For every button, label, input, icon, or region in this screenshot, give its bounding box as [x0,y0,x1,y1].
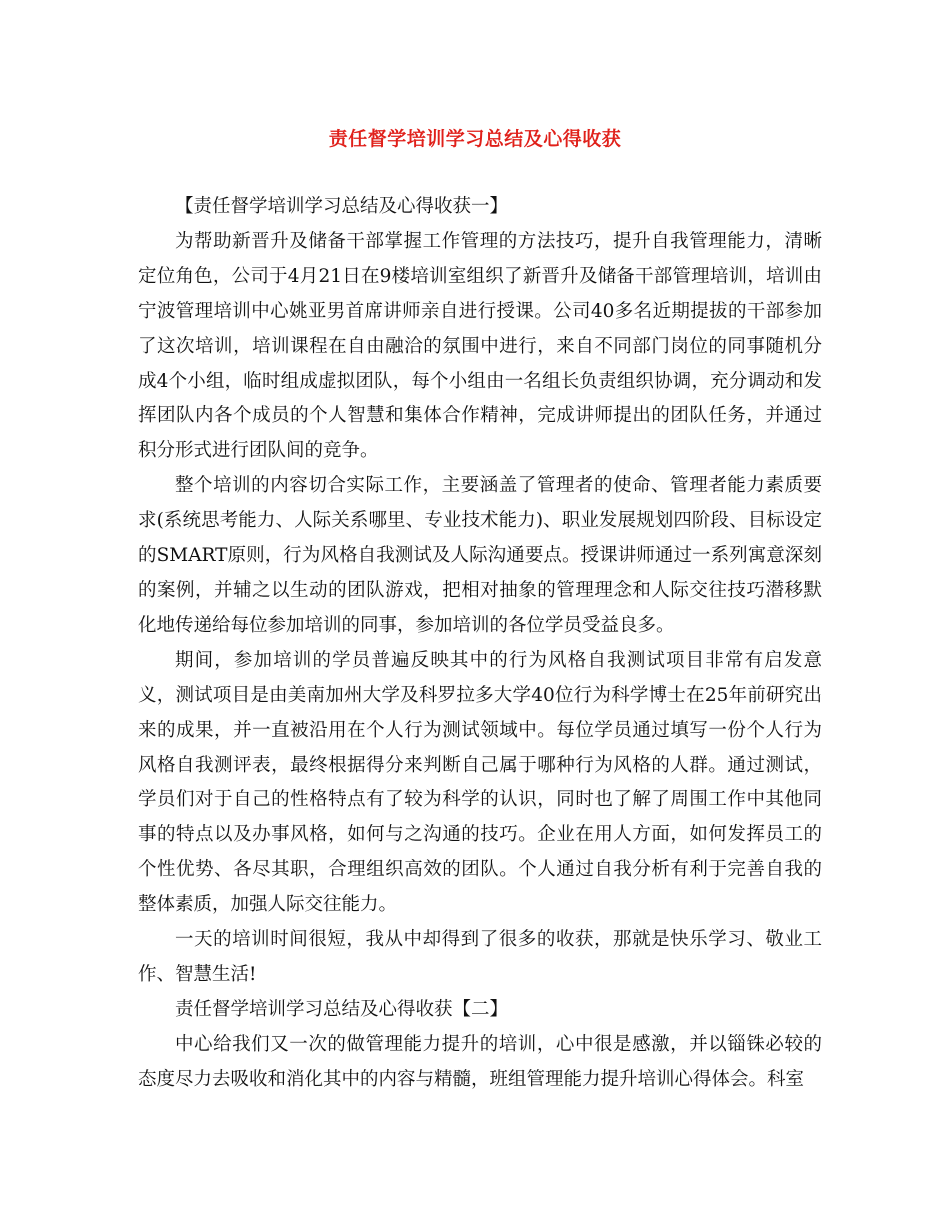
section-heading-2: 责任督学培训学习总结及心得收获【二】 [175,998,509,1020]
paragraph-4: 一天的培训时间很短，我从中却得到了很多的收获，那就是快乐学习、敬业工作、智慧生活! [138,929,822,985]
paragraph-5: 中心给我们又一次的做管理能力提升的培训，心中很是感激，并以锱铢必较的态度尽力去吸收和消化其中的内容与精髓，班组管理能力提升培训心得体会。科室 [138,1033,822,1090]
document-title: 责任督学培训学习总结及心得收获 [328,128,622,150]
section-heading-1: 【责任督学培训学习总结及心得收获一】 [175,196,509,217]
document-body [138,190,822,1098]
paragraph-3: 期间，参加培训的学员普遍反映其中的行为风格自我测试项目非常有启发意义，测试项目是由美南加州大学及科罗拉多大学40位行为科学博士在25年前研究出来的成果，并一直被沿用在个人行为测试领域中。每位学员通过填写一份个人行为风格自我测评表，最终根据得分来判断自己属于哪种行为风格的人群。通过测试，学员们对于自己的性格特点有了较为科学的认识，同时也了解了周围工作中其他同事的特点以及办事风格，如何与之沟通的技巧。企业在用人方面，如何发挥员工的个性优势、各尽其职，合理组织高效的团队。个人通过自我分析有利于完善自我的整体素质，加强人际交往能力。 [138,649,822,916]
paragraph-1: 为帮助新晋升及储备干部掌握工作管理的方法技巧，提升自我管理能力，清晰定位角色，公司于4月21日在9楼培训室组织了新晋升及储备干部管理培训，培训由宁波管理培训中心姚亚男首席讲师亲自进行授课。公司40多名近期提拔的干部参加了这次培训，培训课程在自由融洽的氛围中进行，来自不同部门岗位的同事随机分成4个小组，临时组成虚拟团队，每个小组由一名组长负责组织协调，充分调动和发挥团队内各个成员的个人智慧和集体合作精神，完成讲师提出的团队任务，并通过积分形式进行团队间的竞争。 [138,230,822,462]
paragraph-2: 整个培训的内容切合实际工作，主要涵盖了管理者的使命、管理者能力素质要求(系统思考能力、人际关系哪里、专业技术能力)、职业发展规划四阶段、目标设定的SMART原则，行为风格自我测试及人际沟通要点。授课讲师通过一系列寓意深刻的案例，并辅之以生动的团队游戏，把相对抽象的管理理念和人际交往技巧潜移默化地传递给每位参加培训的同事，参加培训的各位学员受益良多。 [138,475,822,636]
